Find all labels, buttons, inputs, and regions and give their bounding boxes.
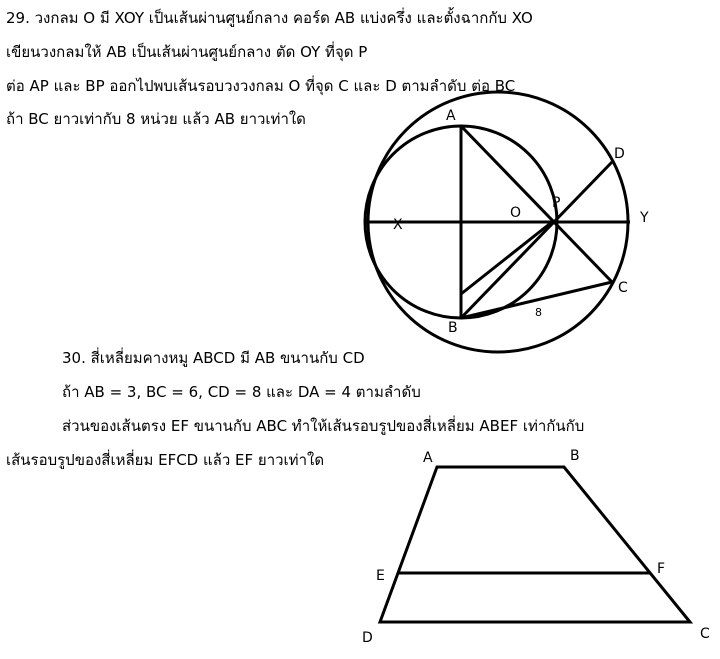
segment-bd — [461, 162, 612, 318]
label-bc-length: 8 — [535, 306, 542, 319]
trapezoid-abcd — [380, 467, 690, 622]
problem-29-line-1: 29. วงกลม O มี XOY เป็นเส้นผ่านศูนย์กลาง คอร์ด AB แบ่งครึ่ง และตั้งฉากกับ XO — [6, 9, 533, 27]
label-b: B — [570, 448, 580, 464]
label-o: O — [510, 205, 522, 221]
label-d: D — [362, 630, 373, 646]
segment-pb-upper — [461, 222, 552, 294]
problem-29-line-3: ต่อ AP และ BP ออกไปพบเส้นรอบวงวงกลม O ที่จุด C และ D ตามลำดับ ต่อ BC — [6, 77, 516, 95]
label-x: X — [393, 217, 403, 233]
figure-29 — [365, 92, 649, 352]
label-e: E — [376, 568, 385, 584]
label-a: A — [423, 450, 433, 466]
label-a: A — [446, 108, 456, 124]
problem-29-line-2: เขียนวงกลมให้ AB เป็นเส้นผ่านศูนย์กลาง ตัด OY ที่จุด P — [6, 43, 368, 61]
label-d: D — [614, 146, 625, 162]
label-c: C — [700, 626, 710, 642]
label-p: P — [552, 195, 561, 211]
label-b: B — [448, 320, 458, 336]
segment-ac — [461, 126, 612, 282]
label-c: C — [618, 280, 628, 296]
problem-30-line-4: เส้นรอบรูปของสี่เหลี่ยม EFCD แล้ว EF ยาวเท่าใด — [6, 451, 325, 469]
problem-30-line-3: ส่วนของเส้นตรง EF ขนานกับ ABC ทำให้เส้นรอบรูปของสี่เหลี่ยม ABEF เท่ากันกับ — [62, 417, 585, 435]
label-f: F — [657, 561, 666, 577]
problem-29-line-4: ถ้า BC ยาวเท่ากับ 8 หน่วย แล้ว AB ยาวเท่าใด — [6, 110, 306, 128]
problem-30-line-2: ถ้า AB = 3, BC = 6, CD = 8 และ DA = 4 ตามลำดับ — [62, 383, 421, 401]
label-y: Y — [640, 210, 649, 226]
figure-30 — [362, 448, 710, 646]
problem-30-line-1: 30. สี่เหลี่ยมคางหมู ABCD มี AB ขนานกับ CD — [62, 349, 365, 367]
